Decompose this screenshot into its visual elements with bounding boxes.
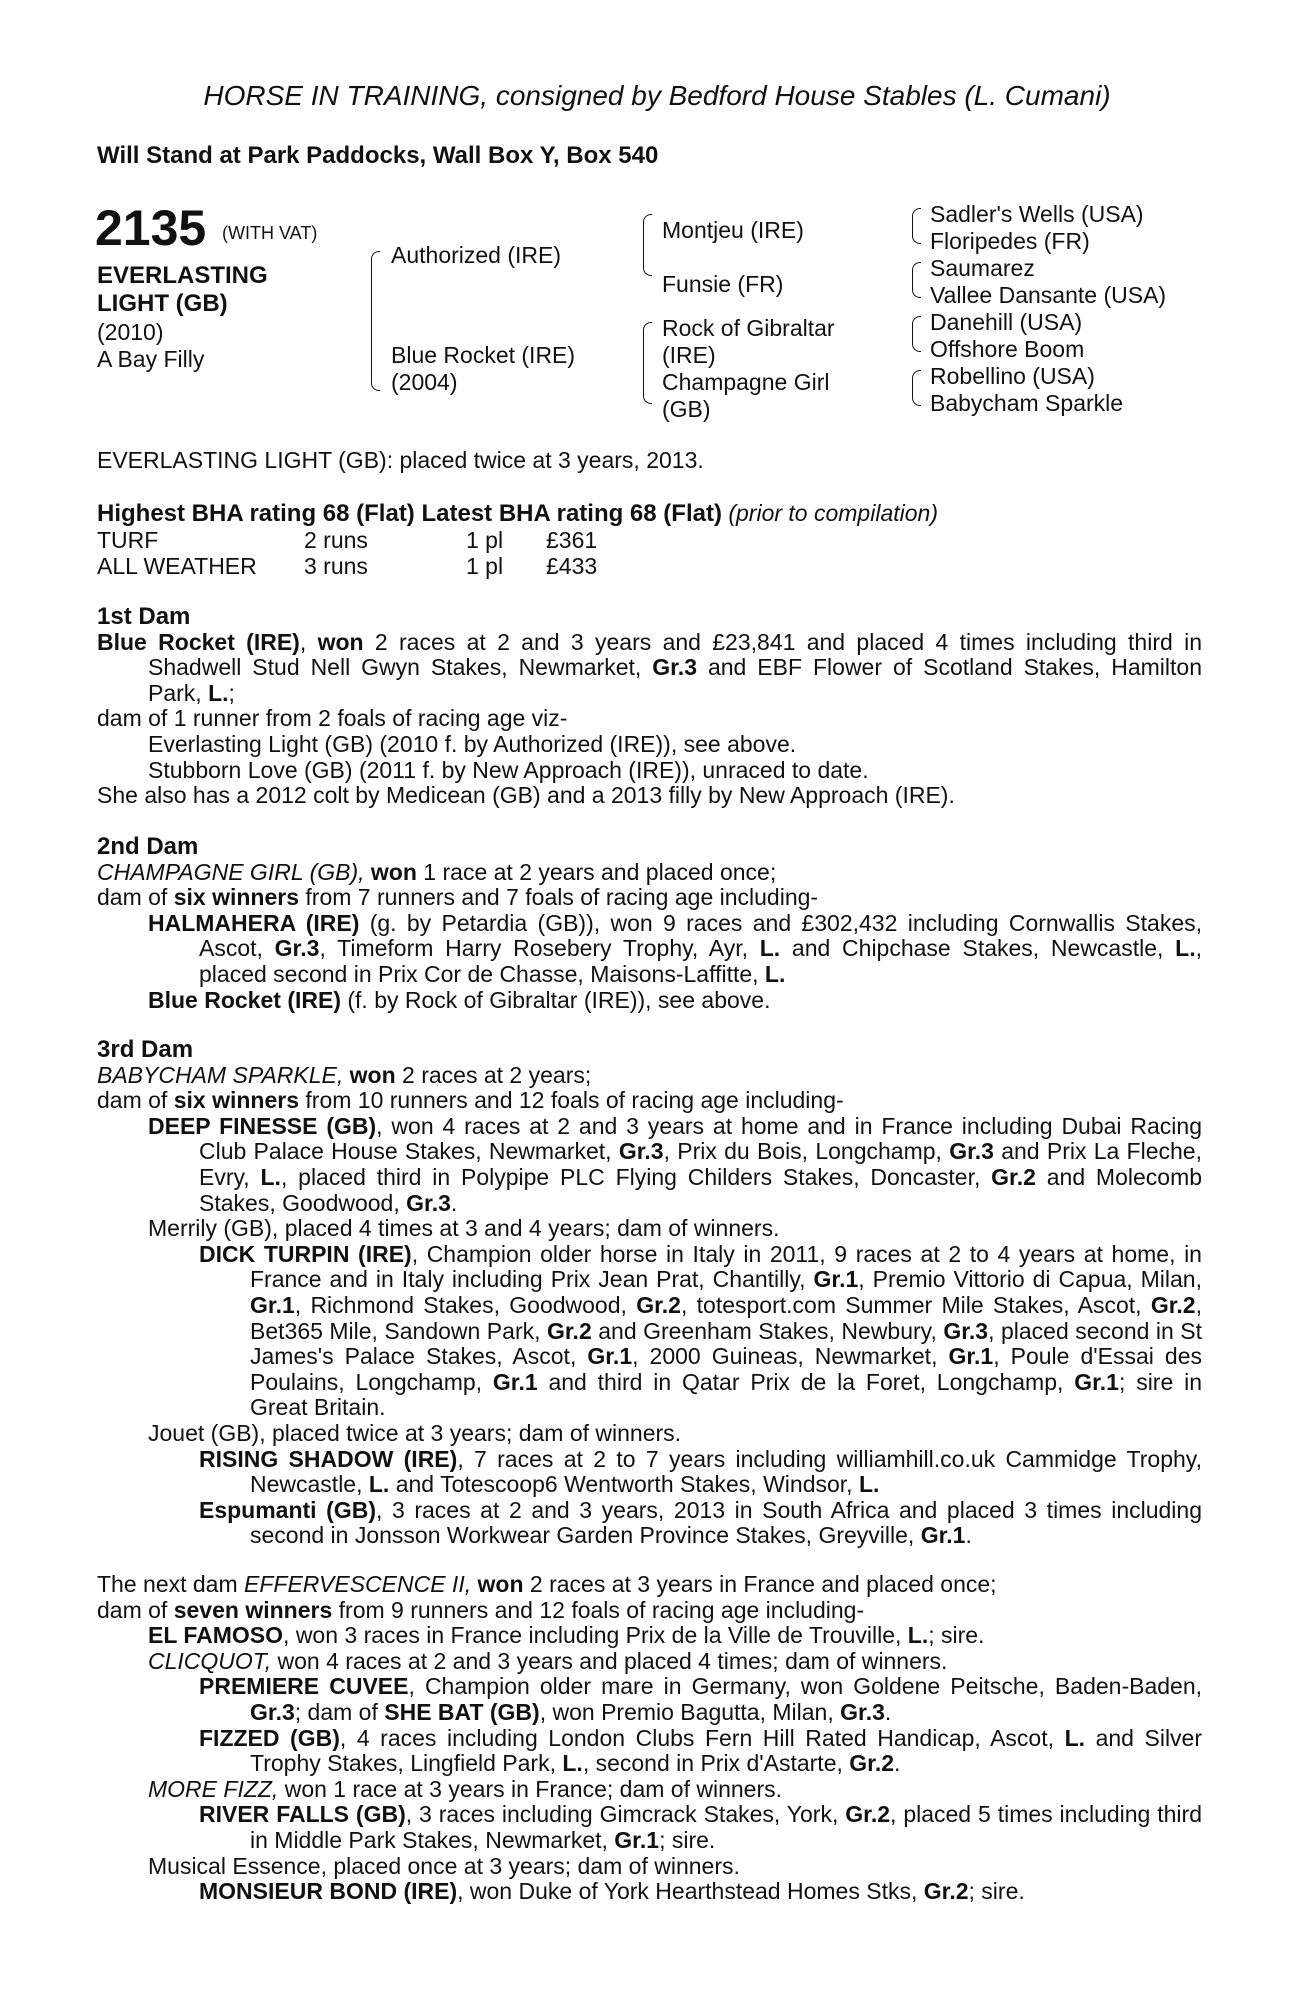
produce-item: Espumanti (GB), 3 races at 2 and 3 years, 2013 in South Africa and placed 3 times including second in Jonsson Workwear Garden Province Stakes, Greyville, Gr.1. [199,1496,1203,1549]
page-header: HORSE IN TRAINING, consigned by Bedford House Stables (L. Cumani) [203,80,1111,111]
dam-dam-country: (GB) [662,396,711,422]
dam-sire: Rock of Gibraltar [662,315,835,341]
produce-item: Blue Rocket (IRE) (f. by Rock of Gibraltar (IRE)), see above. [148,986,771,1013]
horse-name-line1: EVERLASTING [97,262,268,289]
pedigree-table [0,196,1314,436]
pedigree-brace [912,370,921,406]
record-placed: 1 pl [466,527,504,553]
pedigree-brace [643,322,652,404]
granddam-1: Floripedes (FR) [930,228,1090,254]
produce-item: DICK TURPIN (IRE), Champion older horse in Italy in 2011, 9 races at 2 to 4 years at home, in France and in Italy including Prix Jean Prat, Chantilly, Gr.1, Premio Vittorio di Capua, Milan, Gr.1, Richmond Stakes, Goodwood, Gr.2, totesport.com Summer Mile Stakes, Ascot, Gr.2, Bet365 Mile, Sandown Park, Gr.2 and Greenham Stakes, Newbury, Gr.3, placed second in St James's Palace Stakes, Ascot, Gr.1, 2000 Guineas, Newmarket, Gr.1, Poule d'Essai des Poulains, Longchamp, Gr.1 and third in Qatar Prix de la Foret, Longchamp, Gr.1; sire in Great Britain. [199,1240,1202,1421]
second-dam-section [97,834,1202,1013]
foaling-year: (2010) [97,319,164,345]
granddam-4: Babycham Sparkle [930,390,1124,416]
produce-item: PREMIERE CUVEE, Champion older mare in Germany, won Goldene Peitsche, Baden-Baden, Gr.3; dam of SHE BAT (GB), won Premio Bagutta, Milan, Gr.3. [199,1673,1202,1725]
pedigree-brace [912,208,921,244]
dam: Blue Rocket (IRE) [391,342,576,368]
grandsire-3: Danehill (USA) [930,309,1083,335]
produce-item: EL FAMOSO, won 3 races in France including Prix de la Ville de Trouville, L.; sire. [148,1622,985,1649]
record-prize: £361 [546,527,598,553]
record-placed: 1 pl [466,553,504,579]
record-prize: £433 [546,553,598,579]
pedigree-brace [912,316,921,352]
produce-intro: dam of 1 runner from 2 foals of racing age viz- [97,705,568,732]
third-dam-section [97,1037,1202,1549]
sire-dam: Funsie (FR) [662,271,784,297]
produce-item: Jouet (GB), placed twice at 3 years; dam of winners. [148,1419,682,1446]
first-dam-section [97,604,1202,809]
produce-item: Stubborn Love (GB) (2011 f. by New Approach (IRE)), unraced to date. [148,756,869,783]
granddam-3: Offshore Boom [930,336,1085,362]
lot-number: 2135 [95,200,207,256]
horse-description: A Bay Filly [97,346,205,372]
pedigree-brace [371,251,380,391]
produce-item: FIZZED (GB), 4 races including London Clubs Fern Hill Rated Handicap, Ascot, L. and Silver Trophy Stakes, Lingfield Park, L., second in Prix d'Astarte, Gr.2. [199,1724,1203,1777]
record-runs: 3 runs [304,553,368,579]
sire-sire: Montjeu (IRE) [662,217,804,243]
produce-item: MONSIEUR BOND (IRE), won Duke of York Hearthstead Homes Stks, Gr.2; sire. [199,1878,1025,1905]
section-heading: 3rd Dam [97,1036,194,1063]
produce-item: Everlasting Light (GB) (2010 f. by Authorized (IRE)), see above. [148,730,797,757]
bha-rating-values: Highest BHA rating 68 (Flat) Latest BHA rating 68 (Flat) [97,500,722,527]
section-heading: 1st Dam [97,603,191,630]
bha-rating-note: (prior to compilation) [728,500,938,526]
produce-intro: dam of seven winners from 9 runners and 12 foals of racing age including- [97,1596,865,1623]
bha-rating [97,500,938,528]
produce-item: Merrily (GB), placed 4 times at 3 and 4 years; dam of winners. [148,1215,780,1242]
produce-intro: dam of six winners from 7 runners and 7 foals of racing age including- [97,884,819,911]
record-surface: TURF [97,527,159,553]
produce-item: RISING SHADOW (IRE), 7 races at 2 to 7 years including williamhill.co.uk Cammidge Trophy, Newcastle, L. and Totescoop6 Wentworth Stakes, Windsor, L. [199,1445,1202,1498]
dam-dam: Champagne Girl [662,369,830,395]
granddam-2: Vallee Dansante (USA) [930,282,1167,308]
grandsire-1: Sadler's Wells (USA) [930,201,1144,227]
dam-entry: Blue Rocket (IRE), won 2 races at 2 and 3 years and £23,841 and placed 4 times including third in Shadwell Stud Nell Gwyn Stakes, Newmarket, Gr.3 and EBF Flower of Scotland Stakes, Hamilton Park, L.; [97,628,1202,706]
record-runs: 2 runs [304,527,368,553]
produce-item: DEEP FINESSE (GB), won 4 races at 2 and 3 years at home and in France including Dubai Racing Club Palace House Stakes, Newmarket, Gr.3, Prix du Bois, Longchamp, Gr.3 and Prix La Fleche, Evry, L., placed third in Polypipe PLC Flying Childers Stakes, Doncaster, Gr.2 and Molecomb Stakes, Goodwood, Gr.3. [148,1112,1203,1216]
grandsire-2: Saumarez [930,255,1035,281]
horse-name [97,262,268,318]
produce-item: Musical Essence, placed once at 3 years; dam of winners. [148,1852,740,1879]
produce-intro: dam of six winners from 10 runners and 12 foals of racing age including- [97,1087,844,1114]
dam-year: (2004) [391,369,458,395]
dam-sire-country: (IRE) [662,342,716,368]
stand-location: Will Stand at Park Paddocks, Wall Box Y, Box 540 [97,142,659,169]
dam-entry: BABYCHAM SPARKLE, won 2 races at 2 years; [97,1061,592,1088]
produce-item: CLICQUOT, won 4 races at 2 and 3 years and placed 4 times; dam of winners. [148,1647,948,1674]
section-heading: 2nd Dam [97,833,199,860]
horse-name-line2: LIGHT (GB) [97,290,228,317]
race-summary: EVERLASTING LIGHT (GB): placed twice at 3 years, 2013. [97,447,704,473]
pedigree-brace [643,214,652,276]
produce-note: She also has a 2012 colt by Medicean (GB) and a 2013 filly by New Approach (IRE). [97,782,955,809]
grandsire-4: Robellino (USA) [930,363,1095,389]
produce-item: RIVER FALLS (GB), 3 races including Gimcrack Stakes, York, Gr.2, placed 5 times including third in Middle Park Stakes, Newmarket, Gr.1; sire. [199,1801,1202,1853]
produce-item: HALMAHERA (IRE) (g. by Petardia (GB)), won 9 races and £302,432 including Cornwallis Stakes, Ascot, Gr.3, Timeform Harry Rosebery Trophy, Ayr, L. and Chipchase Stakes, Newcastle, L., placed second in Prix Cor de Chasse, Maisons-Laffitte, L. [148,909,1202,987]
dam-entry: The next dam EFFERVESCENCE II, won 2 races at 3 years in France and placed once; [97,1571,997,1597]
record-surface: ALL WEATHER [97,553,257,579]
dam-entry: CHAMPAGNE GIRL (GB), won 1 race at 2 years and placed once; [97,858,777,885]
pedigree-brace [912,262,921,298]
sire: Authorized (IRE) [391,242,562,268]
produce-item: MORE FIZZ, won 1 race at 3 years in France; dam of winners. [148,1775,783,1802]
vat-label: (WITH VAT) [222,223,318,243]
next-dam-section [97,1572,1202,1905]
